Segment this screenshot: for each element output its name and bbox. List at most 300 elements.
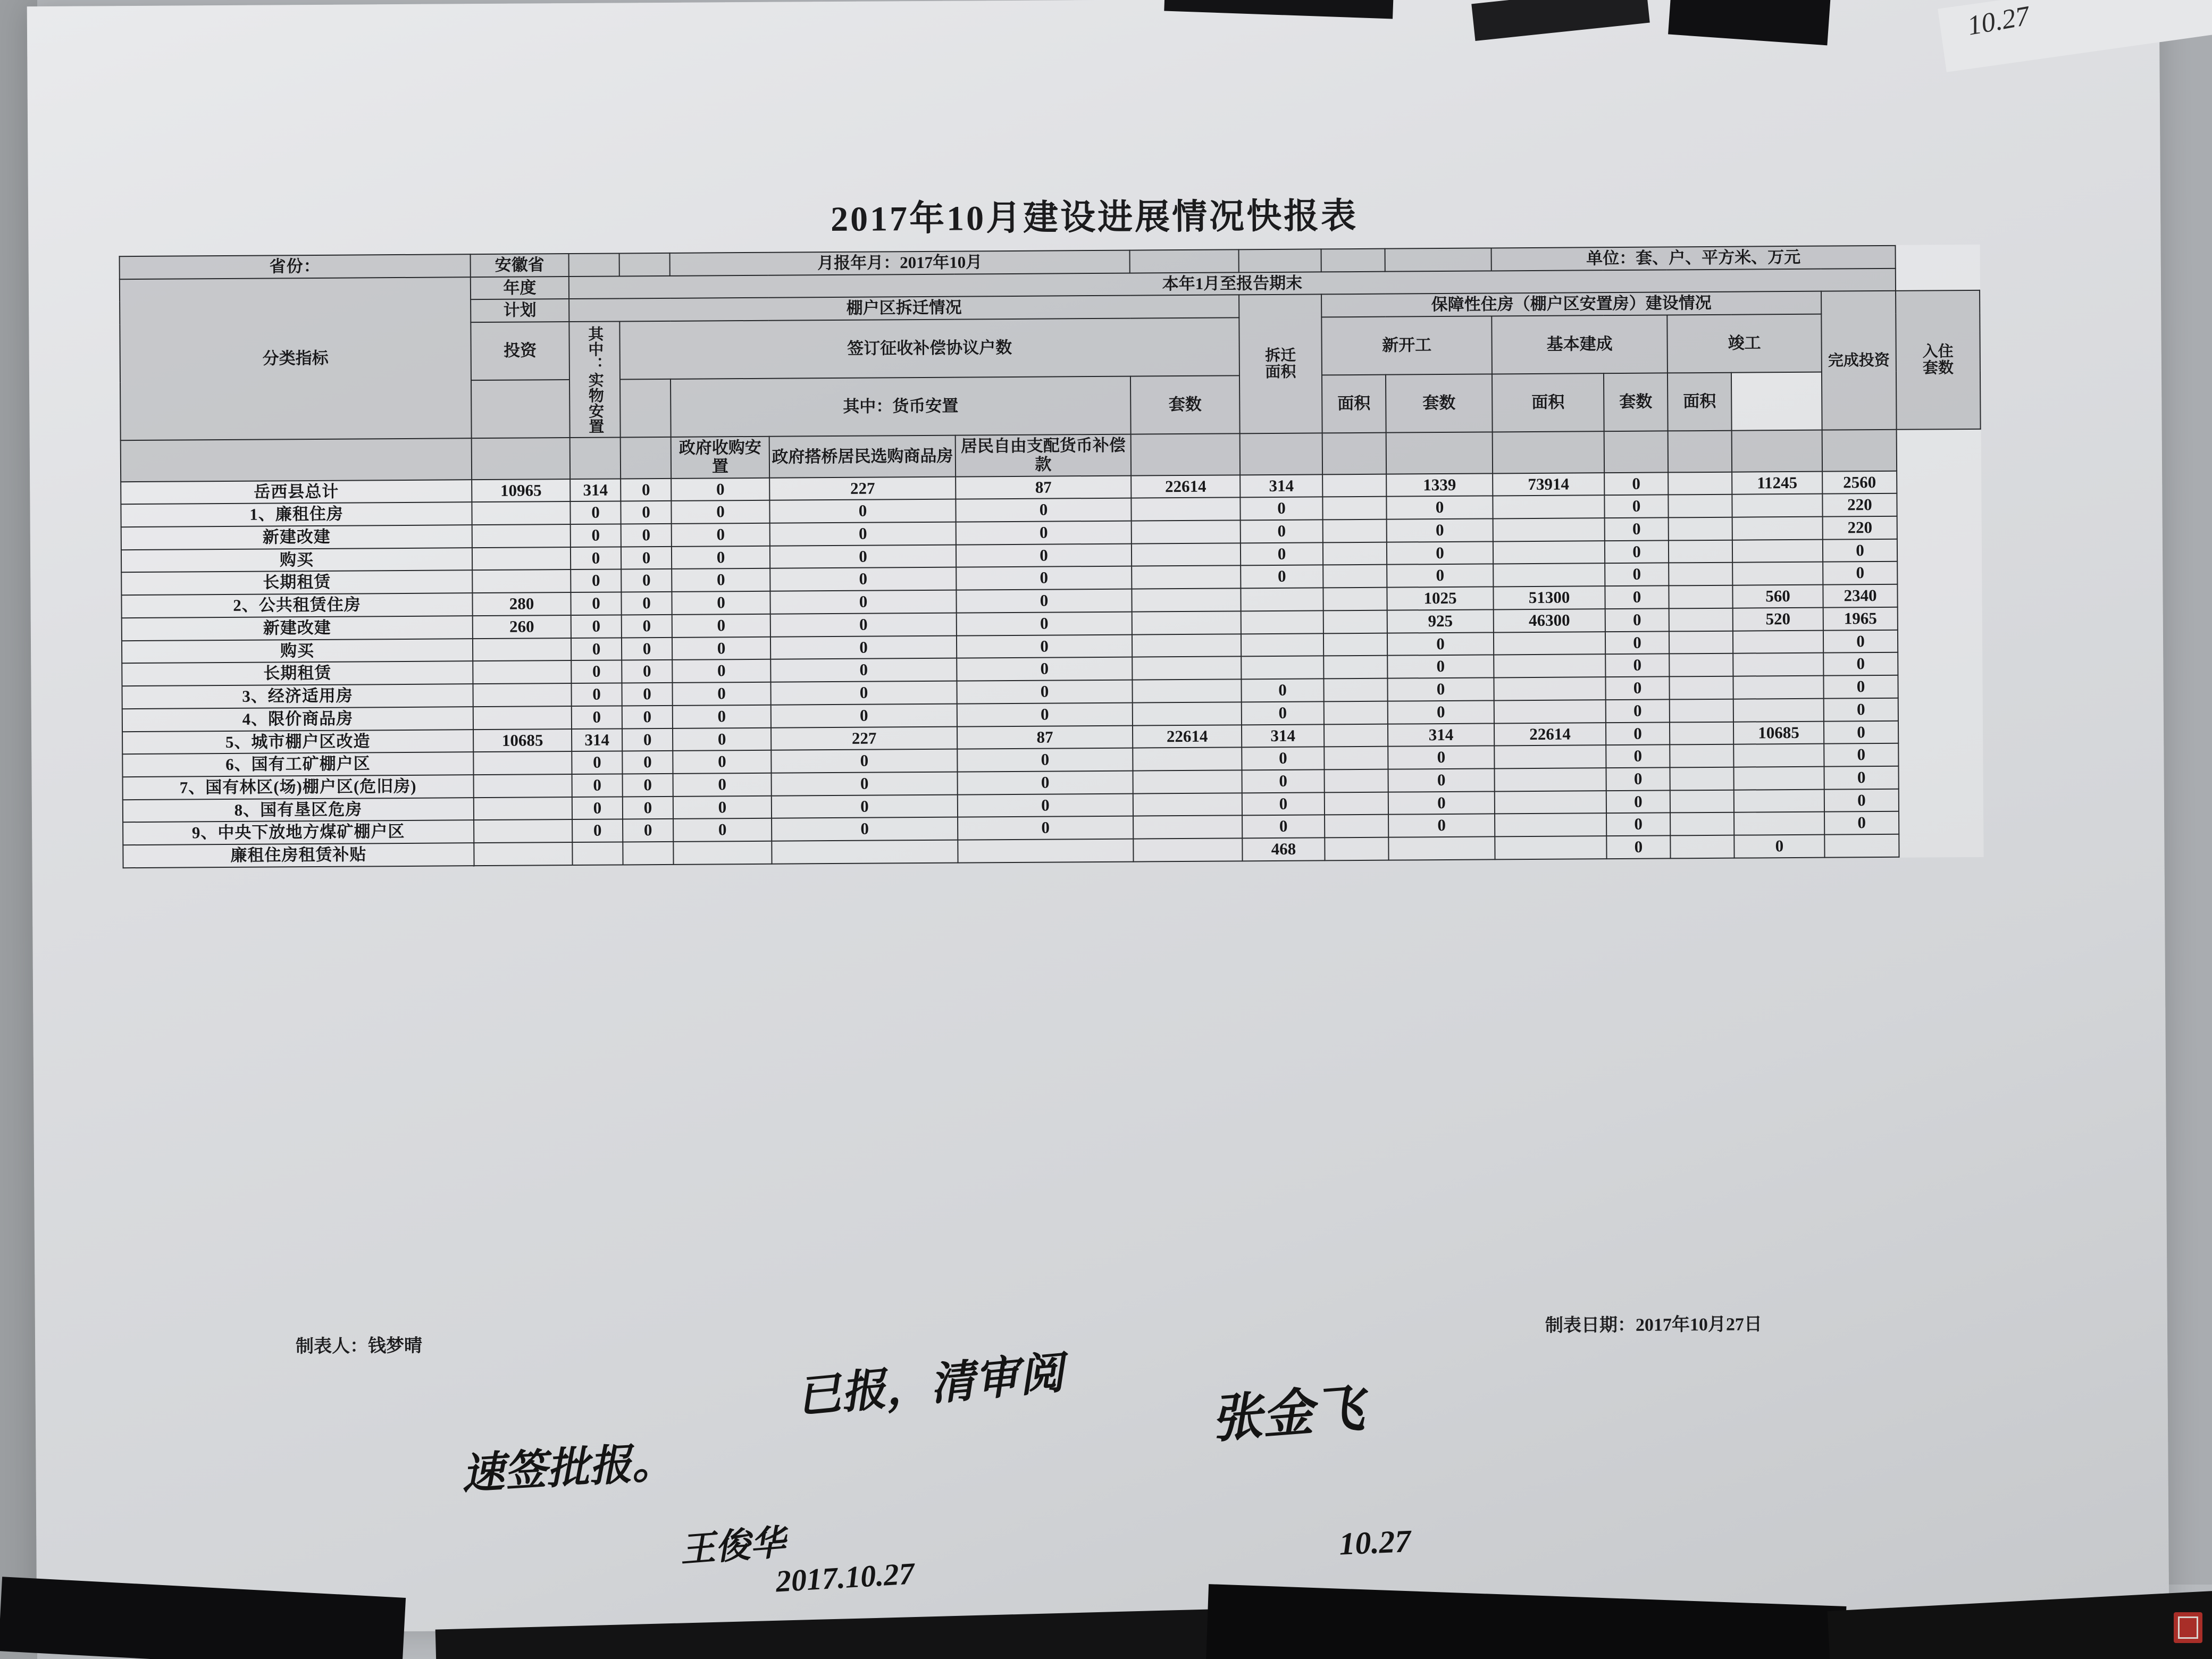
spacer-c: [1130, 249, 1239, 273]
cell-physical-placement: [572, 842, 623, 865]
cell-new-start-area: [1324, 724, 1388, 747]
cell-completed-area: [1669, 676, 1733, 699]
cell-monetary-total: [623, 842, 673, 865]
month-cell: [670, 250, 1130, 276]
unit-note: 单位：套、户、平方米、万元: [1492, 246, 1896, 271]
cell-new-start-sets: 468: [1242, 837, 1325, 861]
cell-new-start-area: [1325, 792, 1388, 815]
cell-demolition-area: [1132, 634, 1241, 657]
cell-gov-bridge: 0: [772, 817, 958, 841]
cell-occupancy-sets: 220: [1822, 493, 1897, 517]
cell-gov-purchase: 0: [672, 659, 770, 683]
cell-plan-investment: 10965: [472, 479, 570, 502]
cell-resident-free: 0: [956, 566, 1132, 590]
cell-completed-area: [1669, 653, 1733, 676]
cell-new-start-sets: 0: [1241, 542, 1323, 566]
occupancy-blank: [1822, 430, 1897, 471]
cell-basic-complete-area: 22614: [1494, 723, 1606, 746]
cell-completed-investment: 560: [1732, 585, 1823, 608]
spacer-f: [1385, 248, 1492, 271]
cell-basic-complete-sets: 0: [1388, 700, 1494, 724]
handwritten-date-1: 2017.10.27: [775, 1556, 916, 1599]
occupancy-line1: 入住: [1922, 343, 1954, 361]
cell-resident-free: 0: [958, 793, 1133, 817]
row-label: 3、经济适用房: [122, 684, 473, 709]
cell-gov-purchase: 0: [673, 818, 772, 842]
cell-gov-purchase: 0: [673, 727, 771, 751]
cell-resident-free: 0: [957, 748, 1133, 772]
demolition-area-header: [1239, 295, 1322, 434]
handwritten-note-line1: 已报，清审阅: [794, 1348, 1066, 1423]
monetary-total-header: [620, 379, 671, 438]
new-area-blank: [1322, 433, 1386, 474]
cell-completed-investment: [1733, 698, 1824, 722]
cell-gov-bridge: [772, 840, 958, 864]
physical-placement-header: [569, 322, 620, 438]
cell-occupancy-sets: [1824, 834, 1899, 858]
physical-placement-text: 其中：实物安置: [586, 325, 604, 434]
cell-completed-area: [1670, 699, 1733, 722]
cell-plan-investment: [472, 501, 570, 525]
row-label: 长期租赁: [121, 571, 472, 596]
completed-investment-blank: [1732, 430, 1822, 472]
cell-plan-investment: [473, 660, 571, 684]
plan-investment-blank: [471, 380, 570, 438]
spacer-a: [569, 253, 619, 276]
red-stamp-icon: [2174, 1612, 2202, 1643]
cell-new-start-sets: [1241, 588, 1323, 611]
cell-plan-investment: [472, 570, 571, 593]
cell-completed-investment: [1734, 812, 1824, 835]
cell-basic-complete-sets: 0: [1387, 655, 1494, 678]
cell-basic-complete-area: [1494, 745, 1606, 768]
cell-completed-sets: 0: [1604, 472, 1668, 495]
cell-plan-investment: [473, 751, 572, 775]
cell-resident-free: 87: [956, 475, 1131, 499]
row-label: 购买: [121, 548, 472, 573]
cell-physical-placement: 0: [571, 615, 622, 638]
cell-basic-complete-area: [1493, 541, 1605, 564]
row-label: 购买: [122, 639, 473, 664]
demolition-area-line2: 面积: [1265, 363, 1296, 381]
cell-basic-complete-area: 51300: [1493, 586, 1605, 609]
monetary-blank: [621, 437, 671, 479]
cell-plan-investment: [473, 638, 571, 661]
cell-basic-complete-area: [1494, 700, 1606, 723]
cell-completed-investment: 520: [1733, 608, 1823, 631]
cell-basic-complete-area: [1494, 655, 1605, 678]
cell-gov-bridge: 0: [770, 613, 957, 637]
cell-demolition-area: 22614: [1131, 475, 1240, 498]
done-area-blank: [1668, 431, 1732, 472]
cell-completed-sets: 0: [1605, 586, 1669, 609]
cell-completed-sets: 0: [1606, 790, 1670, 813]
cell-new-start-area: [1323, 656, 1387, 678]
cell-occupancy-sets: 0: [1824, 698, 1898, 722]
cell-completed-sets: 0: [1606, 767, 1670, 790]
agreement-households-header: 签订征收补偿协议户数: [619, 318, 1239, 380]
cell-new-start-area: [1323, 633, 1387, 656]
cell-plan-investment: 260: [473, 615, 571, 639]
cell-demolition-area: [1132, 611, 1241, 634]
row-label: 8、国有垦区危房: [123, 798, 474, 823]
cell-gov-purchase: 0: [672, 614, 770, 638]
cell-demolition-area: [1133, 770, 1242, 793]
cell-completed-investment: [1733, 653, 1823, 676]
completed-investment-line1: 完成投: [1828, 351, 1874, 370]
cell-completed-investment: 0: [1734, 835, 1824, 858]
cell-physical-placement: 0: [570, 501, 621, 524]
cell-gov-bridge: 227: [771, 726, 957, 750]
cell-completed-sets: 0: [1605, 517, 1669, 540]
cell-gov-bridge: 0: [770, 522, 956, 546]
row-label: 新建改建: [122, 616, 473, 641]
cell-monetary-total: 0: [621, 501, 671, 524]
plan-investment-blank2: [472, 438, 570, 480]
cell-basic-complete-sets: 0: [1387, 518, 1493, 542]
cell-completed-investment: [1733, 676, 1823, 699]
cell-completed-area: [1668, 495, 1732, 517]
monetary-placement-header: 其中：货币安置: [671, 376, 1131, 437]
cell-physical-placement: 0: [571, 592, 621, 615]
cell-new-start-sets: 0: [1242, 815, 1325, 839]
cell-gov-purchase: 0: [672, 682, 770, 706]
cell-completed-sets: 0: [1606, 813, 1670, 836]
cell-basic-complete-sets: 1339: [1386, 473, 1493, 497]
cell-basic-complete-sets: 1025: [1387, 587, 1493, 610]
cell-basic-complete-sets: [1388, 837, 1495, 860]
cell-resident-free: 0: [957, 634, 1132, 658]
cell-gov-purchase: 0: [672, 523, 770, 547]
cell-resident-free: 0: [956, 589, 1132, 613]
cell-gov-purchase: 0: [673, 795, 772, 819]
cell-new-start-sets: 0: [1241, 520, 1323, 543]
cell-demolition-area: [1133, 702, 1242, 725]
cell-new-start-sets: 0: [1241, 678, 1323, 702]
cell-physical-placement: 0: [572, 751, 622, 774]
row-label: 6、国有工矿棚户区: [122, 752, 473, 777]
spacer-b: [619, 253, 670, 276]
basic-complete-area-header: 面积: [1492, 373, 1604, 432]
cell-physical-placement: 0: [571, 524, 621, 547]
spacer-d: [1239, 249, 1321, 272]
cell-new-start-sets: 314: [1242, 724, 1324, 748]
cell-resident-free: 0: [957, 612, 1132, 636]
cell-basic-complete-area: [1495, 814, 1606, 837]
cell-gov-bridge: 0: [772, 794, 958, 818]
new-sets-blank: [1240, 433, 1322, 475]
cell-occupancy-sets: 2340: [1823, 584, 1897, 608]
cell-basic-complete-sets: 925: [1387, 609, 1494, 633]
cell-basic-complete-sets: 0: [1387, 541, 1493, 565]
cell-completed-investment: [1733, 630, 1823, 653]
cell-new-start-area: [1322, 497, 1386, 520]
cell-completed-area: [1670, 812, 1734, 835]
cell-basic-complete-sets: 314: [1388, 723, 1494, 747]
cell-completed-investment: [1732, 517, 1823, 540]
cell-gov-purchase: 0: [672, 568, 770, 592]
period-header: 本年1月至报告期末: [569, 269, 1896, 299]
completed-investment-header: [1821, 291, 1897, 430]
cell-gov-bridge: 227: [769, 476, 956, 500]
cell-completed-sets: 0: [1605, 631, 1669, 654]
cell-physical-placement: 0: [572, 774, 623, 797]
cell-gov-purchase: 0: [671, 500, 769, 524]
cell-new-start-sets: 0: [1240, 497, 1322, 521]
cell-new-start-sets: [1241, 633, 1323, 657]
cell-completed-investment: [1732, 539, 1823, 563]
cell-completed-sets: 0: [1606, 722, 1670, 745]
cell-basic-complete-area: [1494, 677, 1605, 700]
physical-blank: [570, 438, 621, 479]
cell-new-start-area: [1325, 769, 1388, 792]
cell-basic-complete-area: [1493, 495, 1604, 518]
cell-physical-placement: 0: [571, 683, 622, 706]
cell-plan-investment: 10685: [473, 729, 572, 752]
cell-gov-bridge: 0: [769, 499, 956, 523]
row-label: 4、限价商品房: [122, 707, 473, 732]
page-title: 2017年10月建设进展情况快报表: [830, 196, 1359, 239]
cell-basic-complete-sets: 0: [1386, 496, 1493, 520]
cell-basic-complete-area: [1495, 791, 1606, 814]
cell-plan-investment: [472, 547, 571, 571]
cell-resident-free: 0: [958, 816, 1133, 840]
cell-plan-investment: [474, 842, 572, 866]
basic-complete-sets-header: 套数: [1386, 374, 1493, 433]
cell-new-start-area: [1322, 474, 1386, 497]
cell-occupancy-sets: 220: [1823, 516, 1897, 540]
cell-demolition-area: [1132, 543, 1241, 566]
demolition-area-line1: 拆迁: [1265, 347, 1296, 365]
cell-completed-area: [1668, 472, 1732, 495]
cell-completed-sets: 0: [1605, 654, 1669, 677]
province-value: 安徽省: [471, 254, 569, 277]
cell-monetary-total: 0: [622, 683, 672, 706]
month-label: 月报年月：: [817, 253, 900, 273]
cell-gov-bridge: 0: [770, 544, 956, 568]
cell-basic-complete-area: 73914: [1493, 473, 1604, 496]
new-start-sets-header: 套数: [1130, 376, 1240, 434]
cell-basic-complete-sets: 0: [1387, 564, 1493, 588]
plan-investment-line3: 投资: [471, 322, 569, 380]
cell-demolition-area: [1131, 498, 1240, 521]
cell-gov-bridge: 0: [772, 772, 958, 796]
cell-monetary-total: 0: [621, 524, 672, 547]
gov-purchase-header: 政府收购安置: [671, 437, 769, 479]
cell-completed-investment: 10685: [1733, 721, 1824, 744]
guaranteed-housing-header: 保障性住房（棚户区安置房）建设情况: [1321, 291, 1821, 317]
cell-plan-investment: [474, 797, 572, 820]
cell-physical-placement: 0: [572, 819, 623, 842]
cell-gov-bridge: 0: [771, 703, 957, 727]
cell-new-start-area: [1323, 542, 1387, 565]
cell-completed-sets: 0: [1605, 608, 1669, 631]
cell-completed-investment: [1732, 494, 1822, 517]
cell-gov-bridge: 0: [770, 658, 957, 682]
cell-basic-complete-sets: 0: [1388, 791, 1495, 815]
cell-gov-bridge: 0: [770, 567, 956, 591]
month-value: 2017年10月: [900, 253, 983, 272]
cell-resident-free: 0: [958, 771, 1133, 795]
cell-resident-free: [958, 839, 1133, 863]
cell-physical-placement: 0: [571, 569, 621, 592]
cell-occupancy-sets: 0: [1824, 811, 1899, 835]
demolition-area-blank: [1131, 434, 1240, 476]
cell-basic-complete-area: [1493, 518, 1605, 541]
completed-header: 竣工: [1667, 314, 1822, 373]
cell-resident-free: 0: [957, 657, 1132, 681]
cell-monetary-total: 0: [621, 478, 671, 501]
cell-plan-investment: 280: [472, 592, 571, 616]
cell-occupancy-sets: 1965: [1823, 607, 1898, 631]
cell-gov-purchase: 0: [672, 546, 770, 569]
cell-demolition-area: [1133, 793, 1242, 816]
plan-investment-line1: 年度: [471, 276, 569, 300]
cell-new-start-area: [1324, 747, 1388, 769]
cell-new-start-area: [1323, 610, 1387, 633]
cell-monetary-total: 0: [622, 638, 672, 660]
cell-occupancy-sets: 0: [1823, 539, 1897, 563]
cell-new-start-area: [1323, 565, 1387, 588]
cell-completed-sets: 0: [1605, 676, 1669, 699]
cell-completed-area: [1670, 767, 1734, 790]
handwritten-date-2: 10.27: [1338, 1523, 1412, 1562]
cell-completed-area: [1669, 608, 1733, 631]
cell-new-start-sets: [1241, 610, 1323, 634]
cell-gov-bridge: 0: [770, 681, 957, 705]
cell-completed-investment: 11245: [1732, 471, 1822, 495]
table-body: [121, 470, 1983, 868]
plan-investment-line2: 计划: [471, 299, 569, 322]
row-label: 9、中央下放地方煤矿棚户区: [123, 820, 474, 845]
cell-basic-complete-area: [1495, 836, 1606, 859]
cell-monetary-total: 0: [623, 774, 673, 797]
handwritten-signature-1: 王俊华: [678, 1523, 787, 1570]
completed-sets-header: 套数: [1604, 373, 1668, 432]
cell-physical-placement: 0: [572, 706, 622, 728]
spacer-e: [1321, 249, 1385, 272]
cell-monetary-total: 0: [623, 819, 673, 842]
cell-completed-sets: 0: [1605, 540, 1669, 563]
cell-completed-investment: [1733, 744, 1824, 767]
cell-occupancy-sets: 0: [1823, 630, 1898, 653]
cell-plan-investment: [472, 524, 571, 548]
cell-occupancy-sets: 0: [1823, 652, 1898, 676]
cell-physical-placement: 314: [570, 479, 621, 501]
cell-monetary-total: 0: [622, 660, 672, 683]
row-label: 2、公共租赁住房: [121, 593, 472, 618]
cell-gov-purchase: [673, 841, 772, 865]
basic-sets-blank: [1386, 432, 1493, 474]
new-start-header: 新开工: [1321, 316, 1492, 375]
cell-gov-purchase: 0: [671, 477, 769, 501]
cell-demolition-area: [1132, 679, 1241, 702]
cell-occupancy-sets: 0: [1823, 675, 1898, 699]
cell-basic-complete-sets: 0: [1388, 768, 1495, 792]
cell-gov-purchase: 0: [673, 705, 771, 728]
cell-demolition-area: [1132, 566, 1241, 589]
cell-completed-sets: 0: [1605, 563, 1669, 586]
cell-resident-free: 0: [956, 543, 1132, 567]
basic-area-blank: [1493, 431, 1604, 473]
cell-plan-investment: [473, 683, 571, 707]
row-label: 长期租赁: [122, 661, 473, 686]
cell-resident-free: 0: [957, 680, 1132, 704]
occupancy-line2: 套数: [1922, 359, 1954, 377]
cell-completed-area: [1669, 517, 1732, 540]
handwritten-corner-note: 10.27: [1965, 1, 2032, 41]
row-label: 岳西县总计: [121, 480, 472, 505]
cell-completed-investment: [1734, 767, 1824, 790]
cell-completed-area: [1670, 722, 1733, 744]
row-label: 7、国有林区(场)棚户区(危旧房): [123, 775, 474, 800]
basic-complete-header: 基本建成: [1492, 315, 1668, 374]
done-sets-blank: [1604, 431, 1668, 473]
cell-resident-free: 87: [957, 725, 1133, 749]
cell-occupancy-sets: 0: [1824, 743, 1898, 767]
cell-monetary-total: 0: [622, 751, 673, 774]
handwritten-signature-2: 张金飞: [1209, 1380, 1367, 1448]
cell-physical-placement: 0: [572, 797, 623, 819]
cell-occupancy-sets: 2560: [1822, 471, 1897, 494]
cell-basic-complete-area: [1495, 768, 1606, 791]
cell-demolition-area: [1133, 748, 1242, 771]
cell-occupancy-sets: 0: [1824, 789, 1899, 812]
cell-completed-sets: 0: [1606, 745, 1670, 768]
cell-plan-investment: [474, 774, 572, 798]
row-label: 5、城市棚户区改造: [122, 730, 473, 755]
cell-basic-complete-area: [1493, 564, 1605, 587]
cell-completed-area: [1669, 631, 1733, 653]
cell-basic-complete-sets: 0: [1388, 814, 1495, 837]
report-table: [119, 245, 1984, 868]
cell-occupancy-sets: 0: [1824, 766, 1899, 790]
cell-demolition-area: [1132, 657, 1241, 680]
cell-monetary-total: 0: [621, 569, 672, 592]
occupancy-header: [1896, 290, 1981, 430]
classification-blank: [121, 438, 472, 481]
cell-occupancy-sets: 0: [1823, 562, 1897, 585]
cell-completed-investment: [1734, 789, 1824, 812]
cell-new-start-sets: 0: [1242, 747, 1324, 770]
cell-gov-purchase: 0: [673, 773, 772, 797]
classification-header: 分类指标: [120, 277, 472, 440]
province-label: 省份：: [120, 254, 471, 279]
cell-completed-area: [1670, 790, 1734, 812]
cell-completed-area: [1670, 744, 1733, 767]
cell-monetary-total: 0: [621, 547, 672, 569]
shanty-demolition-header: 棚户区拆迁情况: [569, 295, 1239, 322]
cell-resident-free: 0: [956, 521, 1132, 545]
cell-resident-free: 0: [957, 702, 1133, 726]
row-label: 廉租住房租赁补贴: [123, 843, 474, 868]
cell-demolition-area: [1132, 589, 1241, 612]
cell-plan-investment: [474, 819, 572, 843]
cell-physical-placement: 0: [571, 660, 622, 683]
cell-completed-sets: 0: [1606, 836, 1670, 859]
cell-basic-complete-sets: 0: [1387, 678, 1494, 701]
cell-new-start-sets: [1241, 656, 1323, 680]
cell-new-start-sets: 0: [1242, 792, 1325, 816]
cell-new-start-area: [1325, 815, 1388, 837]
completed-investment-line2: 资: [1874, 351, 1890, 369]
cell-monetary-total: 0: [622, 706, 673, 728]
cell-basic-complete-sets: 0: [1388, 746, 1494, 769]
cell-monetary-total: 0: [622, 615, 672, 638]
cell-new-start-area: [1323, 588, 1387, 610]
cell-demolition-area: [1132, 520, 1241, 543]
cell-gov-bridge: 0: [770, 590, 956, 614]
